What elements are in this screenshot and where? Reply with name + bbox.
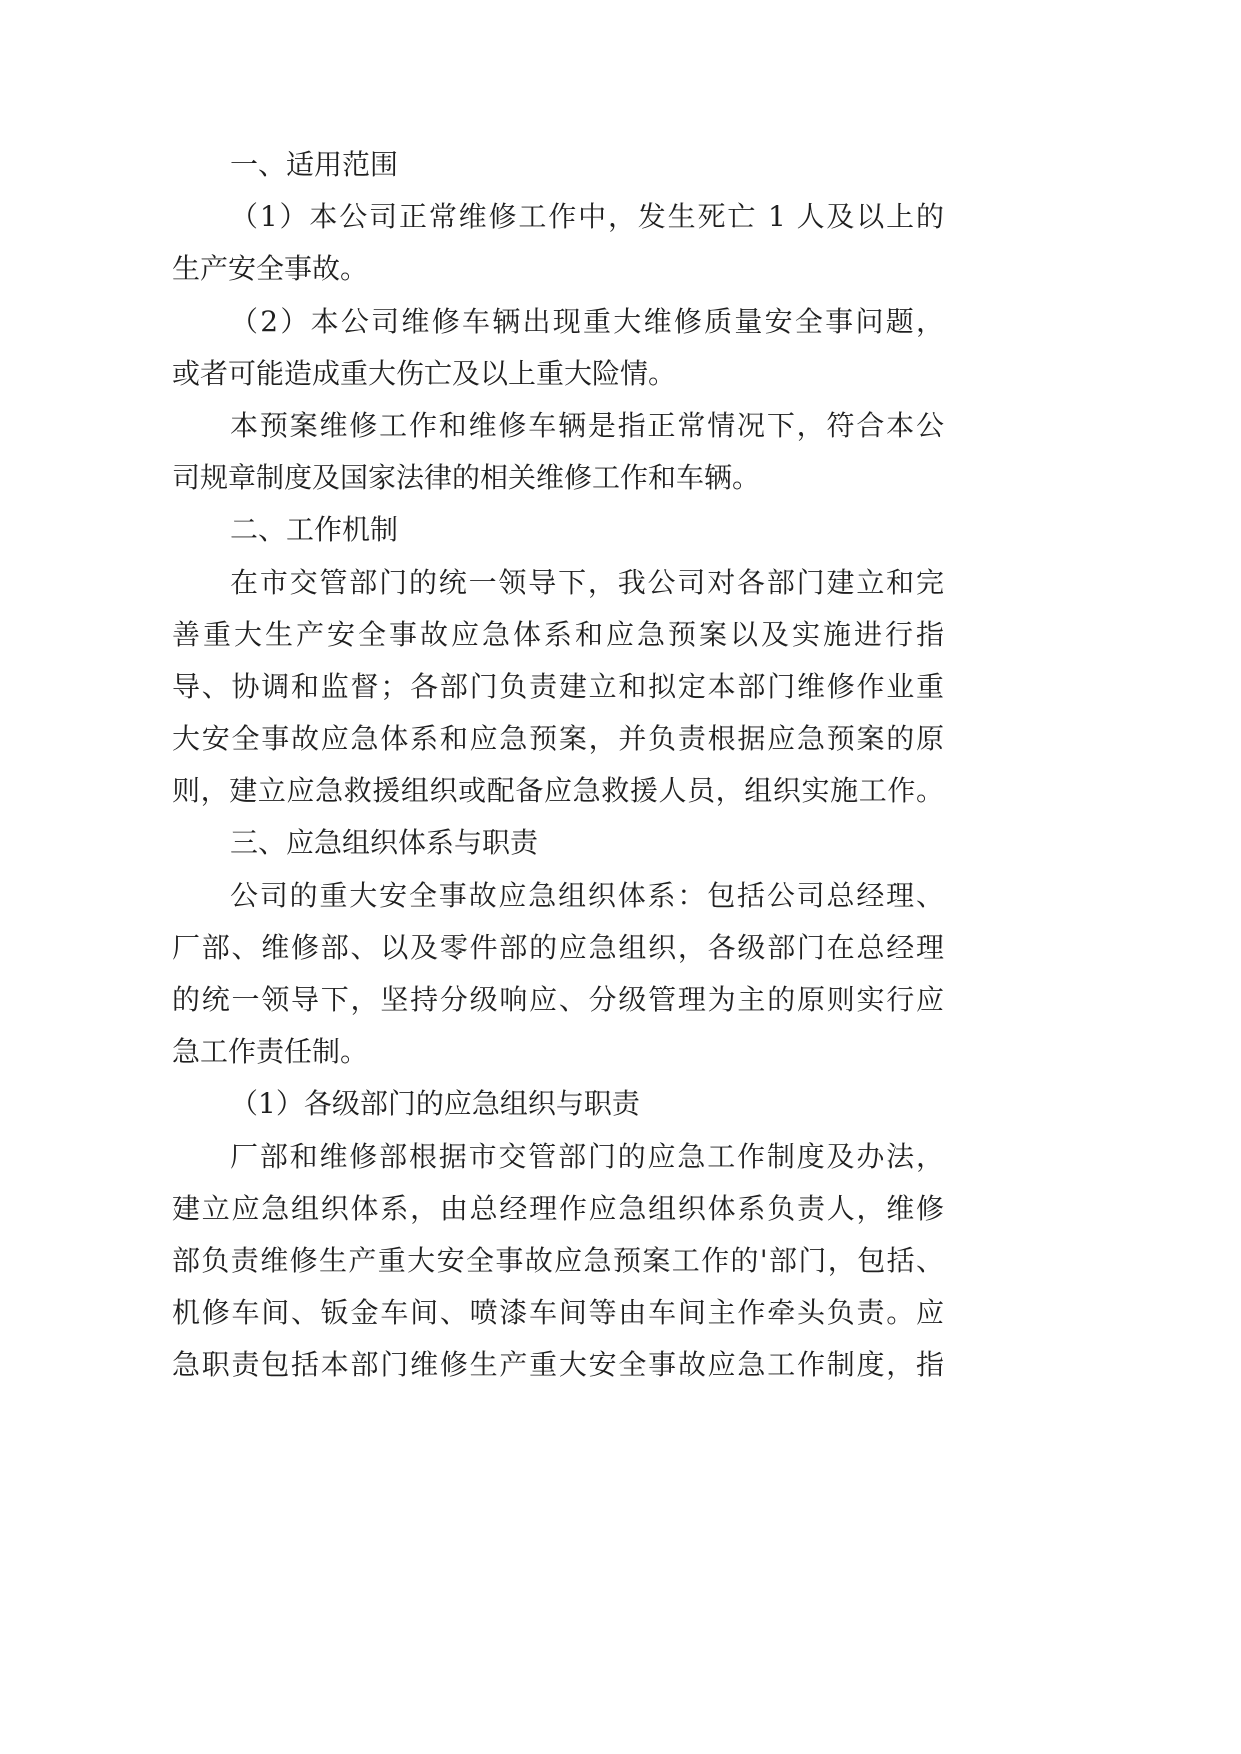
subsection-heading: （1）各级部门的应急组织与职责 bbox=[230, 1087, 640, 1121]
body-line: （2）本公司维修车辆出现重大维修质量安全事问题， bbox=[230, 304, 944, 338]
body-line: 机修车间、钣金车间、喷漆车间等由车间主作牵头负责。应 bbox=[172, 1296, 944, 1330]
body-line: 司规章制度及国家法律的相关维修工作和车辆。 bbox=[172, 461, 761, 495]
body-line: 生产安全事故。 bbox=[172, 252, 369, 286]
body-line: 在市交管部门的统一领导下，我公司对各部门建立和完 bbox=[230, 565, 944, 599]
body-line: 导、协调和监督；各部门负责建立和拟定本部门维修作业重 bbox=[172, 669, 944, 703]
paragraph bbox=[172, 1131, 944, 1392]
paragraph bbox=[172, 296, 944, 400]
body-line: 部负责维修生产重大安全事故应急预案工作的'部门，包括、 bbox=[172, 1243, 944, 1277]
body-line: 的统一领导下，坚持分级响应、分级管理为主的原则实行应 bbox=[172, 983, 944, 1016]
body-line: 急工作责任制。 bbox=[172, 1035, 369, 1069]
body-line: 大安全事故应急体系和应急预案，并负责根据应急预案的原 bbox=[172, 722, 944, 756]
section-heading-block bbox=[172, 139, 944, 191]
body-line: 急职责包括本部门维修生产重大安全事故应急工作制度，指 bbox=[172, 1348, 944, 1382]
body-line: 建立应急组织体系，由总经理作应急组织体系负责人，维修 bbox=[172, 1191, 944, 1225]
body-line: 公司的重大安全事故应急组织体系：包括公司总经理、 bbox=[230, 878, 944, 912]
paragraph bbox=[172, 191, 944, 295]
body-line: 厂部和维修部根据市交管部门的应急工作制度及办法， bbox=[230, 1139, 944, 1173]
subsection-heading-block bbox=[172, 1078, 944, 1130]
section-heading: 三、应急组织体系与职责 bbox=[230, 826, 539, 860]
document-body bbox=[172, 139, 944, 1392]
paragraph bbox=[172, 400, 944, 504]
body-line: （1）本公司正常维修工作中，发生死亡 1 人及以上的 bbox=[230, 200, 944, 234]
paragraph bbox=[172, 870, 944, 1079]
section-heading-block bbox=[172, 817, 944, 869]
body-line: 或者可能造成重大伤亡及以上重大险情。 bbox=[172, 356, 677, 390]
body-line: 则，建立应急救援组织或配备应急救援人员，组织实施工作。 bbox=[172, 774, 944, 808]
body-line: 本预案维修工作和维修车辆是指正常情况下，符合本公 bbox=[230, 408, 944, 442]
body-line: 善重大生产安全事故应急体系和应急预案以及实施进行指 bbox=[172, 617, 944, 651]
section-heading-block bbox=[172, 504, 944, 556]
section-heading: 一、适用范围 bbox=[230, 148, 399, 181]
section-heading: 二、工作机制 bbox=[230, 513, 399, 547]
paragraph bbox=[172, 557, 944, 818]
body-line: 厂部、维修部、以及零件部的应急组织，各级部门在总经理 bbox=[172, 930, 944, 964]
